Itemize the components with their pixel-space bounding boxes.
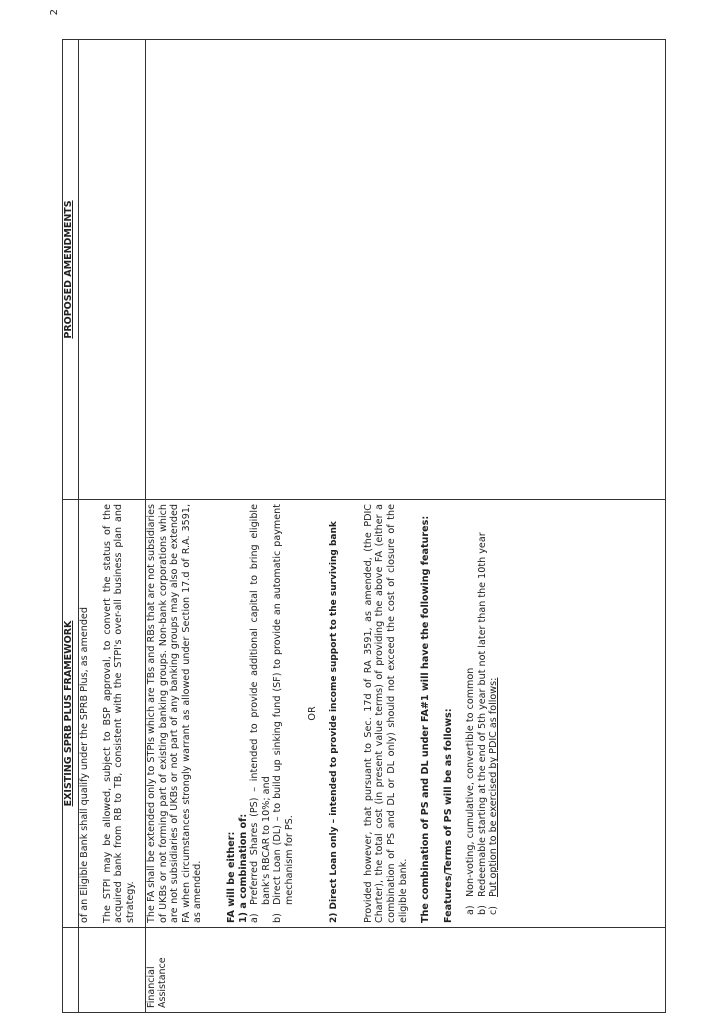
header-proposed-amendments: PROPOSED AMENDMENTS [63,40,79,500]
combination-heading: The combination of PS and DL under FA#1 will have the following features: [420,515,432,923]
proposed-cell [79,40,146,500]
list-text: Put option to be exercised by PDIC as follows: [488,677,500,897]
page-number: 2 [49,9,60,16]
option2-heading: 2) Direct Loan only – intended to provide income support to the surviving bank [329,521,340,923]
proposed-cell-fa [146,40,666,500]
list-item [488,504,500,915]
or-separator: OR [306,706,318,721]
table-row-financial-assistance [146,40,666,1013]
list-text: Preferred Shares (PS) – intended to provide additional capital to bring eligible bank's RBCAR to 10%; and [249,504,272,905]
eligible-bank-text: of an Eligible Bank shall qualify under the SPRB Plus, as amended [79,607,90,923]
stpi-conversion-span: The STPI may be allowed, subject to BSP approval, to convert the status of the acquired bank from RB to TB, consistent with the STPI's over-all business plan and strategy. [101,504,136,923]
features-heading: Features/Terms of PS will be as follows: [442,708,454,923]
option1-list [249,504,295,923]
existing-cell-fa [146,500,666,928]
table-row-continuation [79,40,146,1013]
fa-either-heading: FA will be either: [225,831,237,923]
list-text: Redeemable starting at the end of 5th year but not later than the 10th year [476,532,488,897]
table-header-row [63,40,79,1013]
list-marker: b) [476,905,488,915]
comparison-table [62,39,666,1013]
existing-cell [79,500,146,928]
stpi-conversion-text [102,504,137,923]
list-text: Non-voting, cumulative, convertible to common [465,667,477,897]
fa-intro-text: The FA shall be extended only to STPIs which are TBs and RBs that are not subsidiaries of UKBs or not forming part of existing banking groups. Non-bank corporations which are not subsidiaries of UKBs or not part of any banking groups may also be extended FA when circumstances strongly warrant as allowed under Section 17.d of R.A. 3591, as amended. [146,504,204,923]
list-text: Direct Loan (DL) – to build up sinking fund (SF) to provide an automatic payment mechanism for PS. [272,504,295,905]
proviso-text: Provided however, that pursuant to Sec. 17d of RA 3591, as amended, (the PDIC Charter), the total cost (in present value terms) of providing the above FA (either a combination of PS and DL or DL only) should not exceed the cost of closure of the eligible bank. [362,504,409,923]
row-label-financial-assistance: Financial Assistance [146,928,666,1013]
row-label [79,928,146,1013]
list-item [465,504,477,915]
list-item [272,504,295,923]
option1-heading: 1) a combination of: [237,813,249,923]
list-marker: a) [465,905,477,915]
header-label-col [63,928,79,1013]
list-marker: c) [488,905,500,915]
list-item [249,504,272,923]
features-list [465,504,500,923]
list-marker: b) [272,913,284,923]
header-existing-framework: EXISTING SPRB PLUS FRAMEWORK [63,500,79,928]
list-marker: a) [249,913,261,923]
list-item [477,504,489,915]
